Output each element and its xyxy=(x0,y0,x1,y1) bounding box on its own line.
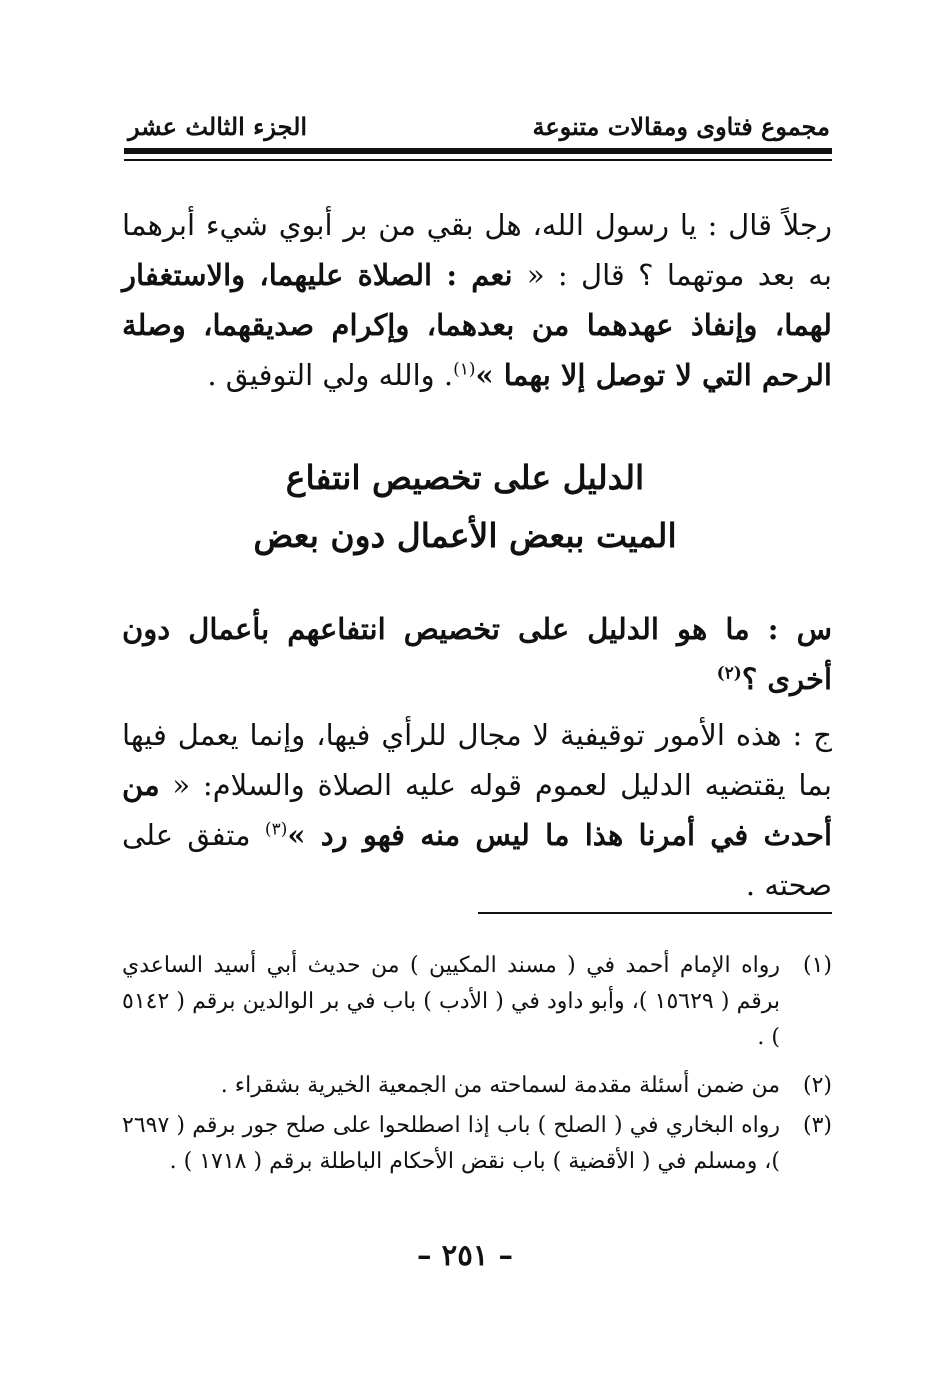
footnote-separator xyxy=(478,912,832,914)
closing-phrase: . والله ولي التوفيق . xyxy=(207,358,454,392)
footnote-ref-2: (٢) xyxy=(716,663,742,684)
question-paragraph xyxy=(122,604,832,704)
footnote-number: (١) xyxy=(802,953,832,978)
footnote-ref-1: (١) xyxy=(453,359,476,380)
footnote-text: من ضمن أسئلة مقدمة لسماحته من الجمعية الخيرية بشقراء . xyxy=(220,1073,780,1098)
answer-text: ج : هذه الأمور توقيفية لا مجال للرأي فيها، وإنما يعمل فيها بما يقتضيه الدليل لعموم قوله عليه الصلاة والسلام: « xyxy=(122,718,832,802)
header-rule-thin xyxy=(124,159,832,161)
section-heading-line-1: الدليل على تخصيص انتفاع xyxy=(285,458,645,497)
footnote-ref-3: (٣) xyxy=(264,819,288,840)
question-text: س : ما هو الدليل على تخصيص انتفاعهم بأعمال دون أخرى ؟ xyxy=(122,612,832,696)
answer-hadith-quote: من أحدث في أمرنا هذا ما ليس منه فهو رد » xyxy=(122,768,833,852)
running-header-title: مجموع فتاوى ومقالات متنوعة xyxy=(532,112,830,141)
running-header-volume: الجزء الثالث عشر xyxy=(128,112,308,141)
paragraph-text: رجلاً قال : يا رسول الله، هل بقي من بر أبوي شيء أبرهما به بعد موتهما ؟ قال : « xyxy=(122,208,832,292)
section-heading-line-2: الميت ببعض الأعمال دون بعض xyxy=(253,516,677,555)
answer-paragraph xyxy=(122,710,832,910)
footnote-number: (٢) xyxy=(802,1073,832,1098)
footnote-3 xyxy=(122,1108,832,1180)
header-rule-thick xyxy=(124,148,832,154)
footnote-text: رواه الإمام أحمد في ( مسند المكيين ) من حديث أبي أسيد الساعدي برقم ( ١٥٦٢٩ )، وأبو داود في ( الأدب ) باب في بر الوالدين برقم ( ٥١٤٢ ) . xyxy=(122,953,780,1050)
footnote-number: (٣) xyxy=(802,1113,832,1138)
page-number: – ٢٥١ – xyxy=(417,1238,513,1272)
hadith-quote: نعم : الصلاة عليهما، والاستغفار لهما، وإنفاذ عهدهما من بعدهما، وإكرام صديقهما، وصلة الرحم التي لا توصل إلا بهما » xyxy=(122,258,832,392)
footnote-text: رواه البخاري في ( الصلح ) باب إذا اصطلحوا على صلح جور برقم ( ٢٦٩٧ )، ومسلم في ( الأقضية ) باب نقض الأحكام الباطلة برقم ( ١٧١٨ ) . xyxy=(122,1113,780,1174)
answer-tail: متفق على صحته . xyxy=(122,818,832,902)
footnote-2 xyxy=(122,1068,832,1104)
footnote-1 xyxy=(122,948,832,1056)
opening-paragraph xyxy=(122,200,832,400)
